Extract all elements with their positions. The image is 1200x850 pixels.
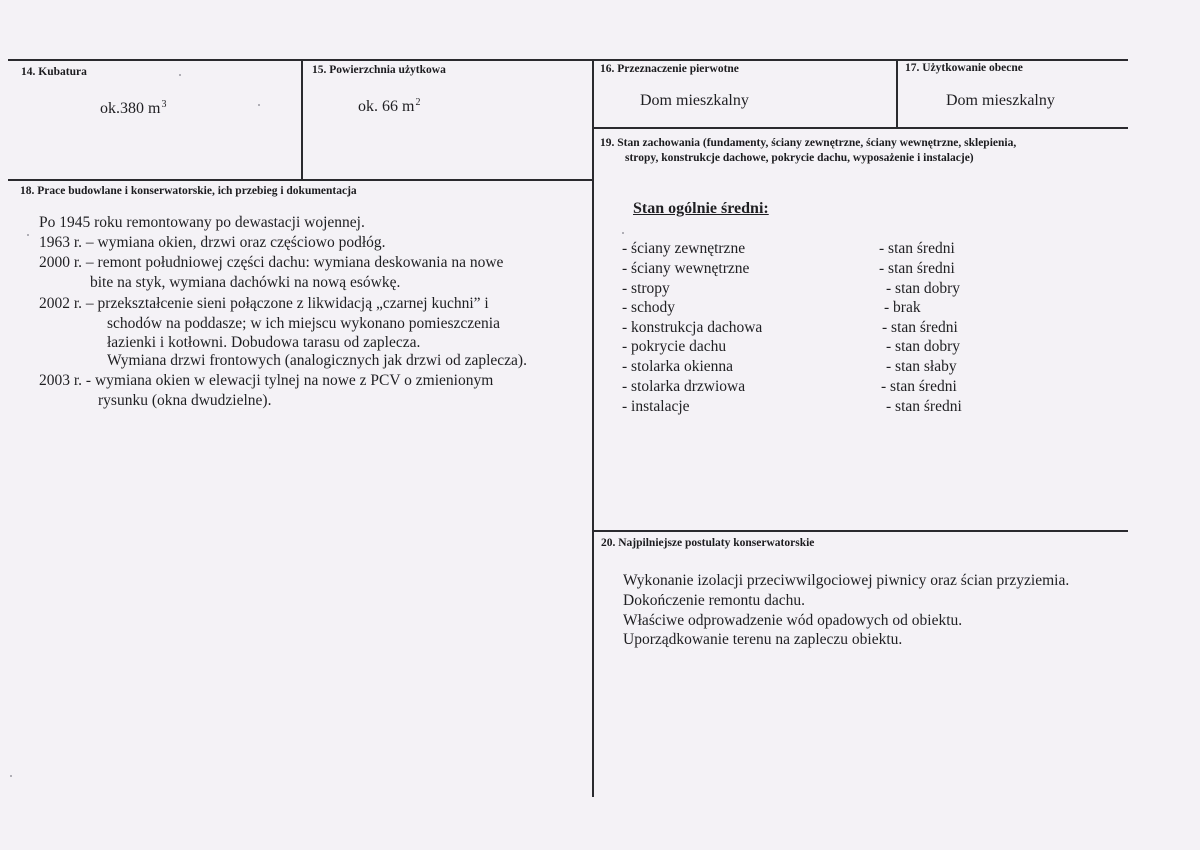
postulaty-line: Właściwe odprowadzenie wód opadowych od obiektu. [623, 612, 963, 629]
stan-element: - pokrycie dachu [622, 338, 727, 355]
przeznaczenie-title: 16. Przeznaczenie pierwotne [600, 63, 739, 75]
prace-line: schodów na poddasze; w ich miejscu wykonano pomieszczenia [107, 315, 500, 332]
center-divider [592, 59, 594, 797]
stan-element: - stolarka okienna [622, 358, 734, 375]
scan-speck [258, 104, 260, 106]
prace-line: rysunku (okna dwudzielne). [98, 392, 272, 409]
stan-condition: - brak [884, 299, 921, 316]
postulaty-line: Dokończenie remontu dachu. [623, 592, 806, 609]
stan-heading: Stan ogólnie średni: [633, 200, 769, 217]
powierzchnia-value [358, 97, 420, 116]
kubatura-unit-exponent: 3 [161, 99, 167, 110]
stan-element: - konstrukcja dachowa [622, 319, 763, 336]
postulaty-line: Uporządkowanie terenu na zapleczu obiektu. [623, 631, 903, 648]
prace-line: bite na styk, wymiana dachówki na nową esówkę. [90, 274, 401, 291]
stan-condition: - stan średni [879, 240, 955, 257]
stan-element: - ściany zewnętrzne [622, 240, 746, 257]
stan-condition: - stan średni [881, 378, 957, 395]
kubatura-title: 14. Kubatura [21, 66, 87, 78]
prace-line: Wymiana drzwi frontowych (analogicznych jak drzwi od zaplecza). [107, 352, 527, 369]
divider-16-17 [896, 59, 898, 128]
line-above-19 [592, 127, 1128, 129]
powierzchnia-title: 15. Powierzchnia użytkowa [312, 64, 446, 76]
przeznaczenie-value: Dom mieszkalny [640, 92, 749, 109]
powierzchnia-amount: ok. 66 m [358, 98, 415, 115]
stan-condition: - stan średni [882, 319, 958, 336]
prace-title: 18. Prace budowlane i konserwatorskie, ich przebieg i dokumentacja [20, 185, 357, 197]
stan-element: - stropy [622, 280, 670, 297]
postulaty-line: Wykonanie izolacji przeciwwilgociowej piwnicy oraz ścian przyziemia. [623, 572, 1070, 589]
stan-condition: - stan dobry [886, 338, 961, 355]
stan-condition: - stan słaby [886, 358, 957, 375]
kubatura-value [100, 99, 166, 118]
stan-condition: - stan dobry [886, 280, 961, 297]
prace-line: 2000 r. – remont południowej części dachu: wymiana deskowania na nowe [39, 254, 504, 271]
stan-element: - stolarka drzwiowa [622, 378, 746, 395]
prace-line: łazienki i kotłowni. Dobudowa tarasu od zaplecza. [107, 334, 421, 351]
stan-element: - schody [622, 299, 675, 316]
scan-speck [10, 775, 12, 777]
kubatura-amount: ok.380 m [100, 100, 161, 117]
stan-title-line-1: 19. Stan zachowania (fundamenty, ściany zewnętrzne, ściany wewnętrzne, sklepienia, [600, 137, 1017, 149]
stan-condition: - stan średni [886, 398, 962, 415]
uzytkowanie-title: 17. Użytkowanie obecne [905, 62, 1023, 74]
scan-speck [622, 232, 624, 234]
stan-element: - ściany wewnętrzne [622, 260, 750, 277]
scan-speck [179, 74, 181, 76]
line-above-18 [8, 179, 592, 181]
prace-line: 1963 r. – wymiana okien, drzwi oraz częściowo podłóg. [39, 234, 386, 251]
postulaty-title: 20. Najpilniejsze postulaty konserwatorskie [601, 537, 815, 549]
scan-speck [27, 234, 29, 236]
divider-14-15 [301, 59, 303, 180]
stan-element: - instalacje [622, 398, 690, 415]
line-above-20 [592, 530, 1128, 532]
stan-title-line-2: stropy, konstrukcje dachowe, pokrycie dachu, wyposażenie i instalacje) [625, 152, 974, 164]
prace-line: 2003 r. - wymiana okien w elewacji tylnej na nowe z PCV o zmienionym [39, 372, 494, 389]
prace-line: Po 1945 roku remontowany po dewastacji wojennej. [39, 214, 365, 231]
uzytkowanie-value: Dom mieszkalny [946, 92, 1055, 109]
powierzchnia-unit-exponent: 2 [415, 97, 421, 108]
prace-line: 2002 r. – przekształcenie sieni połączone z likwidacją „czarnej kuchni” i [39, 295, 489, 312]
stan-condition: - stan średni [879, 260, 955, 277]
